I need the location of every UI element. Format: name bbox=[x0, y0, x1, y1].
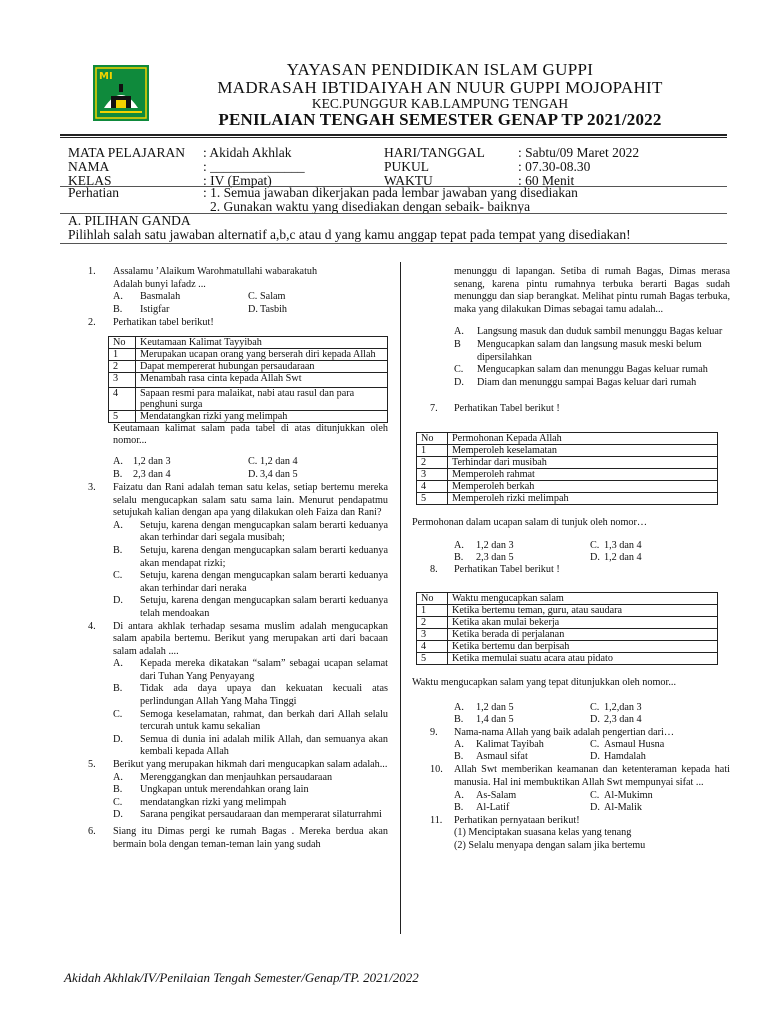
table-cell: 4 bbox=[417, 641, 448, 653]
option-label[interactable]: A. bbox=[454, 326, 464, 338]
mapel-label: MATA PELAJARAN bbox=[68, 145, 186, 160]
table-cell: Ketika bertemu teman, guru, atau saudara bbox=[448, 605, 718, 617]
option-label[interactable]: C. bbox=[248, 455, 258, 467]
option-label[interactable]: A. bbox=[113, 291, 123, 303]
option-b[interactable]: Setuju, karena dengan mengucapkan salam berarti keduanya akan mendapat rizki; bbox=[140, 544, 388, 569]
table-cell: 2 bbox=[417, 617, 448, 629]
question-number: 11. bbox=[430, 814, 443, 826]
question-3 bbox=[88, 482, 388, 621]
table-cell: 1 bbox=[109, 348, 136, 360]
option-b[interactable]: Tidak ada daya upaya dan kekuatan kecuali atas perlindungan Allah Yang Maha Tinggi bbox=[140, 683, 388, 708]
question-number: 6. bbox=[88, 826, 96, 837]
option-label[interactable]: A. bbox=[113, 455, 123, 467]
option-label[interactable]: A. bbox=[454, 539, 464, 551]
left-column bbox=[88, 266, 388, 851]
option-c[interactable]: 1,3 dan 4 bbox=[604, 539, 642, 551]
option-c[interactable]: Setuju, karena dengan mengucapkan salam berarti keduanya akan terhindar dari neraka bbox=[140, 570, 388, 594]
header-divider-thin bbox=[60, 137, 727, 138]
option-label[interactable]: C. bbox=[113, 796, 123, 808]
option-d[interactable]: 1,2 dan 4 bbox=[604, 551, 642, 563]
table-cell: Ketika berada di perjalanan bbox=[448, 629, 718, 641]
table-cell: Ketika bertemu dan berpisah bbox=[448, 641, 718, 653]
question-9 bbox=[412, 727, 730, 765]
question-11 bbox=[412, 815, 730, 853]
option-label[interactable]: C. bbox=[590, 739, 600, 751]
option-label[interactable]: D. bbox=[590, 801, 600, 813]
question-7 bbox=[412, 403, 730, 563]
option-label[interactable]: C. bbox=[454, 364, 464, 376]
table-header: Keutamaan Kalimat Tayyibah bbox=[136, 336, 388, 348]
svg-text:MI: MI bbox=[99, 71, 113, 82]
option-label[interactable]: B. bbox=[454, 801, 464, 813]
option-c[interactable]: mendatangkan rizki yang melimpah bbox=[140, 796, 287, 808]
option-b[interactable]: Istigfar bbox=[140, 304, 170, 316]
question-6 bbox=[88, 826, 388, 851]
question-text: Faizatu dan Rani adalah teman satu kelas, setiap bertemu mereka selalu mengucapkan salam satu sama lain. Menurut pendapatmu setujukah kalian dengan apa yang dilakukan oleh Faiza dan Rani? bbox=[113, 481, 388, 519]
question-number: 2. bbox=[88, 317, 96, 329]
perhatian-2: 2. Gunakan waktu yang disediakan dengan sebaik- baiknya bbox=[210, 199, 531, 214]
option-label[interactable]: C. bbox=[113, 570, 123, 582]
option-label[interactable]: D. bbox=[113, 733, 123, 745]
option-a[interactable]: Kalimat Tayibah bbox=[476, 739, 544, 751]
option-d[interactable]: Hamdalah bbox=[604, 751, 646, 763]
table-cell: 3 bbox=[417, 468, 448, 480]
option-a[interactable]: 1,2 dan 5 bbox=[476, 701, 514, 713]
section-heading: A. PILIHAN GANDA bbox=[68, 213, 191, 228]
table-cell: Menambah rasa cinta kepada Allah Swt bbox=[136, 372, 388, 387]
option-a[interactable]: Langsung masuk dan duduk sambil menunggu Bagas keluar bbox=[477, 326, 723, 338]
option-c[interactable]: 1,2 dan 4 bbox=[260, 455, 298, 467]
question-number: 10. bbox=[430, 764, 443, 776]
statement-2: (2) Selalu menyapa dengan salam jika bertemu bbox=[454, 839, 646, 851]
question-text: Keutamaan kalimat salam pada tabel di atas ditunjukkan oleh nomor... bbox=[113, 422, 388, 447]
option-b[interactable]: 2,3 dan 4 bbox=[133, 468, 171, 480]
option-c[interactable]: Salam bbox=[260, 291, 286, 303]
table-cell: 5 bbox=[417, 492, 448, 504]
table-cell: Memperoleh berkah bbox=[448, 480, 718, 492]
option-d[interactable]: Diam dan menunggu sampai Bagas keluar dari rumah bbox=[477, 376, 697, 388]
pukul-value: : 07.30-08.30 bbox=[518, 159, 591, 174]
perhatian-label: Perhatian bbox=[68, 185, 119, 200]
table-header: No bbox=[417, 432, 448, 444]
table-cell: Merupakan ucapan orang yang berserah diri kepada Allah bbox=[136, 348, 388, 360]
question-number: 3. bbox=[88, 481, 96, 493]
option-d[interactable]: Setuju, karena dengan mengucapkan salam berarti keduanya telah mendoakan bbox=[140, 595, 388, 619]
option-label[interactable]: C. bbox=[113, 708, 123, 720]
option-label[interactable]: B. bbox=[113, 544, 123, 556]
option-label[interactable]: B. bbox=[113, 683, 123, 695]
table-header: No bbox=[417, 593, 448, 605]
mapel-value: : Akidah Akhlak bbox=[203, 145, 292, 160]
hari-label: HARI/TANGGAL bbox=[384, 145, 485, 160]
option-label[interactable]: B. bbox=[454, 713, 464, 725]
question-text: Perhatikan Tabel berikut ! bbox=[454, 403, 560, 415]
table-cell: 4 bbox=[109, 387, 136, 410]
option-c[interactable]: Mengucapkan salam dan menunggu Bagas keluar rumah bbox=[477, 364, 708, 376]
option-d[interactable]: Sarana pengikat persaudaraan dan memperarat silaturrahmi bbox=[140, 809, 382, 821]
option-label[interactable]: A. bbox=[113, 519, 123, 531]
option-a[interactable]: Basmalah bbox=[140, 291, 181, 303]
question-8 bbox=[412, 564, 730, 727]
option-d[interactable]: 2,3 dan 4 bbox=[604, 713, 642, 725]
question-number: 5. bbox=[88, 759, 96, 771]
question-text: Permohonan dalam ucapan salam di tunjuk oleh nomor… bbox=[412, 516, 648, 528]
header-divider bbox=[60, 134, 727, 136]
question-number: 8. bbox=[430, 563, 438, 575]
table-permohonan bbox=[416, 432, 718, 505]
option-label[interactable]: B. bbox=[113, 304, 123, 316]
table-header: Permohonan Kepada Allah bbox=[448, 432, 718, 444]
option-b[interactable]: Mengucapkan salam dan langsung masuk meski belum dipersilahkan bbox=[477, 338, 702, 363]
option-a[interactable]: 1,2 dan 3 bbox=[133, 455, 171, 467]
option-a[interactable]: Merenggangkan dan menjauhkan persaudaraan bbox=[140, 771, 333, 783]
table-cell: Ketika akan mulai bekerja bbox=[448, 617, 718, 629]
exam-title: PENILAIAN TENGAH SEMESTER GENAP TP 2021/2022 bbox=[218, 110, 662, 129]
option-a[interactable]: As-Salam bbox=[476, 789, 517, 801]
table-waktu-salam bbox=[416, 592, 718, 665]
option-label[interactable]: B. bbox=[113, 468, 123, 480]
question-text: Assalamu ’Alaikum Warohmatullahi wabarakatuh bbox=[113, 266, 318, 277]
option-label[interactable]: D. bbox=[113, 595, 123, 607]
question-number: 1. bbox=[88, 266, 96, 277]
option-label[interactable]: D. bbox=[590, 551, 600, 563]
question-5 bbox=[88, 759, 388, 822]
option-label[interactable]: B bbox=[454, 338, 461, 350]
question-10 bbox=[412, 764, 730, 814]
table-cell: Memperoleh rahmat bbox=[448, 468, 718, 480]
table-cell: Dapat mempererat hubungan persaudaraan bbox=[136, 360, 388, 372]
option-label[interactable]: D. bbox=[248, 468, 258, 480]
table-cell: Memperoleh rizki melimpah bbox=[448, 492, 718, 504]
question-1 bbox=[88, 266, 388, 317]
table-cell: 5 bbox=[109, 410, 136, 422]
question-number: 9. bbox=[430, 726, 438, 738]
question-4 bbox=[88, 621, 388, 760]
option-label[interactable]: C. bbox=[590, 539, 600, 551]
table-cell: 2 bbox=[417, 456, 448, 468]
right-column bbox=[412, 266, 730, 852]
question-2 bbox=[88, 317, 388, 482]
question-text: Perhatikan Tabel berikut ! bbox=[454, 563, 560, 575]
table-header: Waktu mengucapkan salam bbox=[448, 593, 718, 605]
option-label[interactable]: A. bbox=[454, 789, 464, 801]
table-cell: Terhindar dari musibah bbox=[448, 456, 718, 468]
option-a[interactable]: Setuju, karena dengan mengucapkan salam berarti keduanya akan terhindar dari segala musibah; bbox=[140, 519, 388, 544]
hari-value: : Sabtu/09 Maret 2022 bbox=[518, 145, 640, 160]
nama-label: NAMA bbox=[68, 159, 110, 174]
option-d[interactable]: Semua di dunia ini adalah milik Allah, dan semuanya akan kembali kepada Allah bbox=[140, 733, 388, 758]
table-cell: 5 bbox=[417, 653, 448, 665]
option-b[interactable]: Al-Latif bbox=[476, 801, 510, 813]
table-cell: 1 bbox=[417, 605, 448, 617]
question-text: Allah Swt memberikan keamanan dan ketenteraman kepada hati manusia. Hal ini membuktikan Allah Swt mempunyai sifat ... bbox=[454, 764, 730, 788]
option-label[interactable]: C. bbox=[248, 291, 258, 303]
table-cell: Memperoleh keselamatan bbox=[448, 444, 718, 456]
option-label[interactable]: B. bbox=[454, 751, 464, 763]
table-cell: 3 bbox=[417, 629, 448, 641]
page-footer: Akidah Akhlak/IV/Penilaian Tengah Semester/Genap/TP. 2021/2022 bbox=[64, 970, 419, 985]
school-logo bbox=[92, 64, 150, 122]
question-text: Berikut yang merupakan hikmah dari mengucapkan salam adalah... bbox=[113, 759, 388, 771]
table-header: No bbox=[109, 336, 136, 348]
nama-field[interactable]: : ______________ bbox=[203, 159, 305, 174]
table-cell: 3 bbox=[109, 372, 136, 387]
table-cell: 1 bbox=[417, 444, 448, 456]
question-text: Perhatikan tabel berikut! bbox=[113, 317, 214, 329]
info-divider bbox=[60, 243, 727, 244]
question-text: menunggu di lapangan. Setiba di rumah Bagas, Dimas merasa senang, karena pintu rumahnya terbuka berarti Bagas sudah menunggu dan siap berangkat. Melihat pintu rumah Bagas terbuka, maka yang dilakukan Dimas sebagai tamu adalah... bbox=[454, 266, 730, 315]
kelas-label: KELAS bbox=[68, 173, 112, 188]
option-c[interactable]: Asmaul Husna bbox=[604, 739, 665, 751]
option-d[interactable]: Tasbih bbox=[260, 304, 288, 316]
option-label[interactable]: D. bbox=[590, 751, 600, 763]
foundation-name: YAYASAN PENDIDIKAN ISLAM GUPPI bbox=[286, 60, 594, 79]
question-6-continued bbox=[412, 266, 730, 389]
question-text: Siang itu Dimas pergi ke rumah Bagas . Mereka berdua akan bermain bola dengan teman-teman lain yang sudah bbox=[113, 826, 388, 850]
waktu-label: WAKTU bbox=[384, 173, 433, 188]
option-a[interactable]: Kepada mereka dikatakan “salam” sebagai ucapan selamat dari Tuhan Yang Penyayang bbox=[140, 658, 388, 682]
option-c[interactable]: Al-Mukimn bbox=[604, 789, 653, 801]
option-a[interactable]: 1,2 dan 3 bbox=[476, 539, 514, 551]
table-cell: Sapaan resmi para malaikat, nabi atau rasul dan para penghuni surga bbox=[136, 387, 388, 410]
waktu-value: : 60 Menit bbox=[518, 173, 575, 188]
question-text: Di antara akhlak terhadap sesama muslim adalah mengucapkan salam apabila bertemu. Berikut yang merupakan arti dari bacaan salam adalah .... bbox=[113, 620, 388, 657]
question-number: 4. bbox=[88, 620, 96, 632]
option-c[interactable]: 1,2,dan 3 bbox=[604, 701, 642, 713]
question-text: Adalah bunyi lafadz ... bbox=[113, 278, 206, 290]
option-label[interactable]: D. bbox=[454, 376, 464, 388]
option-d[interactable]: 3,4 dan 5 bbox=[260, 468, 298, 480]
option-b[interactable]: 2,3 dan 5 bbox=[476, 551, 514, 563]
table-cell: Ketika memulai suatu acara atau pidato bbox=[448, 653, 718, 665]
option-label[interactable]: B. bbox=[454, 551, 464, 563]
option-label[interactable]: A. bbox=[113, 771, 123, 783]
option-label[interactable]: C. bbox=[590, 789, 600, 801]
option-label[interactable]: B. bbox=[113, 784, 123, 796]
question-number: 7. bbox=[430, 403, 438, 415]
table-cell: 2 bbox=[109, 360, 136, 372]
option-label[interactable]: A. bbox=[113, 658, 123, 670]
option-label[interactable]: A. bbox=[454, 701, 464, 713]
option-b[interactable]: Ungkapan untuk merendahkan orang lain bbox=[140, 784, 309, 796]
table-cell: 4 bbox=[417, 480, 448, 492]
question-text: Perhatikan pernyataan berikut! bbox=[454, 814, 580, 826]
option-d[interactable]: Al-Malik bbox=[604, 801, 642, 813]
table-keutamaan bbox=[108, 336, 388, 423]
school-name: MADRASAH IBTIDAIYAH AN NUUR GUPPI MOJOPAHIT bbox=[217, 78, 663, 97]
option-label[interactable]: D. bbox=[248, 304, 258, 316]
school-address: KEC.PUNGGUR KAB.LAMPUNG TENGAH bbox=[311, 96, 569, 111]
option-label[interactable]: D. bbox=[113, 809, 123, 821]
question-text: Nama-nama Allah yang baik adalah pengertian dari… bbox=[454, 726, 675, 738]
option-b[interactable]: Asmaul sifat bbox=[476, 751, 528, 763]
option-label[interactable]: C. bbox=[590, 701, 600, 713]
pukul-label: PUKUL bbox=[384, 159, 430, 174]
option-b[interactable]: 1,4 dan 5 bbox=[476, 713, 514, 725]
statement-1: (1) Menciptakan suasana kelas yang tenang bbox=[454, 827, 632, 839]
option-c[interactable]: Semoga keselamatan, rahmat, dan berkah dari Allah selalu tercurah untuk kamu sekalian bbox=[140, 708, 388, 733]
column-divider bbox=[400, 262, 401, 934]
kelas-value: : IV (Empat) bbox=[203, 173, 272, 188]
question-text: Waktu mengucapkan salam yang tepat ditunjukkan oleh nomor... bbox=[412, 677, 676, 689]
option-label[interactable]: A. bbox=[454, 739, 464, 751]
instruction: Pilihlah salah satu jawaban alternatif a,b,c atau d yang kamu anggap tepat pada tempat yang disediakan! bbox=[68, 227, 631, 242]
perhatian-1: : 1. Semua jawaban dikerjakan pada lembar jawaban yang disediakan bbox=[203, 185, 578, 200]
table-cell: Mendatangkan rizki yang melimpah bbox=[136, 410, 388, 422]
option-label[interactable]: D. bbox=[590, 713, 600, 725]
